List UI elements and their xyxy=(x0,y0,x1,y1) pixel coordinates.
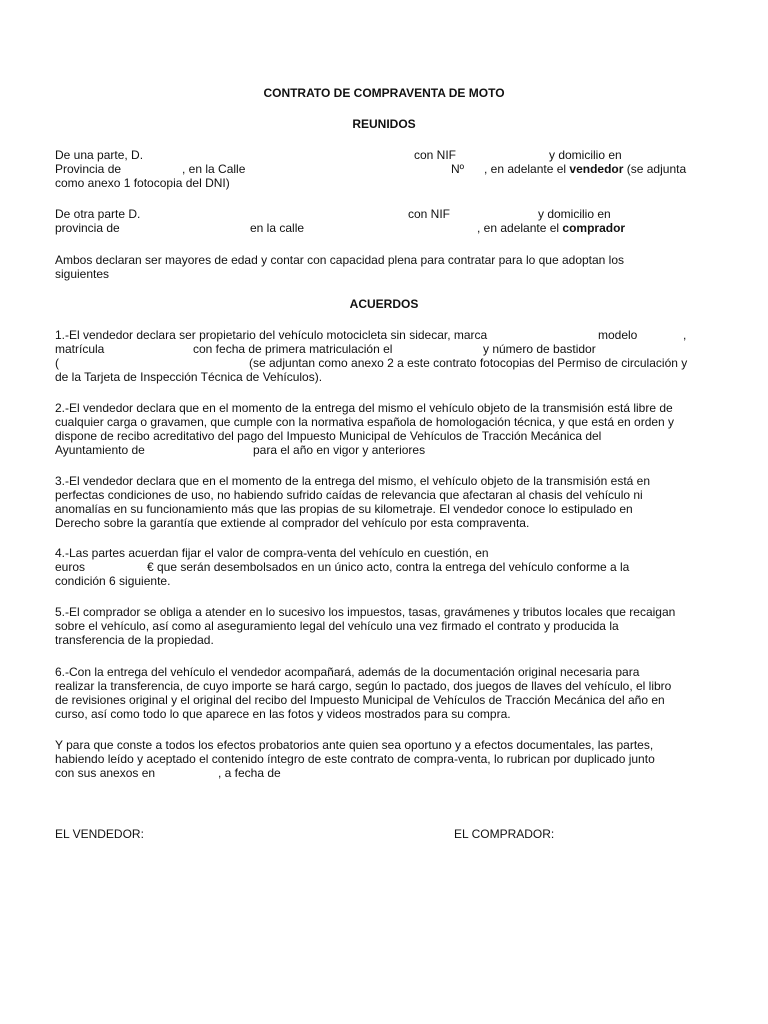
vendedor-calle-label: , en la Calle xyxy=(182,162,246,176)
clause-1-line-3: (se adjuntan como anexo 2 a este contrato fotocopias del Permiso de circulación y xyxy=(249,356,688,370)
comprador-provincia-label: provincia de xyxy=(55,221,120,235)
clause-3-line-3: anomalías en su funcionamiento más que las propias de su kilometraje. El vendedor conoce lo estipulado en xyxy=(55,502,633,516)
clause-1-line-1: 1.-El vendedor declara ser propietario del vehículo motocicleta sin sidecar, marca xyxy=(55,328,488,342)
clause-1-paren: ( xyxy=(55,356,59,370)
comprador-name-label: De otra parte D. xyxy=(55,207,141,221)
comprador-role-line: , en adelante el comprador xyxy=(477,221,626,235)
clause-2-line-2: cualquier carga o gravamen, que cumple con la normativa española de homologación técnica, y que está en orden y xyxy=(55,415,675,429)
clause-3-line-4: Derecho sobre la garantía que extiende al comprador del vehículo por esta compraventa. xyxy=(55,516,530,530)
clause-1-line-4: de la Tarjeta de Inspección Técnica de Vehículos). xyxy=(55,370,323,384)
clause-3-line-2: perfectas condiciones de uso, no habiendo sufrido caídas de relevancia que afectaran al chasis del vehículo ni xyxy=(55,488,643,502)
clause-3-line-1: 3.-El vendedor declara que en el momento de la entrega del mismo, el vehículo objeto de la transmisión está en xyxy=(55,474,651,488)
clause-1-bastidor-label: y número de bastidor xyxy=(483,342,596,356)
clause-6-line-4: curso, así como todo lo que aparece en las fotos y videos mostrados para su compra. xyxy=(55,707,511,721)
clause-2-line-1: 2.-El vendedor declara que en el momento de la entrega del mismo el vehículo objeto de la transmisión está libre de xyxy=(55,401,673,415)
clause-4-line-2: € que serán desembolsados en un único acto, contra la entrega del vehículo conforme a la xyxy=(147,560,630,574)
vendedor-name-label: De una parte, D. xyxy=(55,148,144,162)
vendedor-numero-label: Nº xyxy=(451,162,465,176)
clause-4-euros-label: euros xyxy=(55,560,86,574)
acuerdos-heading: ACUERDOS xyxy=(349,297,419,311)
signature-vendedor-label: EL VENDEDOR: xyxy=(55,827,144,841)
comprador-role: comprador xyxy=(562,221,626,235)
clause-6-line-3: de revisiones original y el original del recibo del Impuesto Municipal de Vehículos de Tracción Mecánica del año en xyxy=(55,693,665,707)
clause-1-comma: , xyxy=(683,328,687,342)
clause-6-line-2: realizar la transferencia, de cuyo importe se hará cargo, según lo pactado, dos juegos de llaves del vehículo, el libro xyxy=(55,679,672,693)
clause-6-line-1: 6.-Con la entrega del vehículo el vendedor acompañará, además de la documentación original necesaria para xyxy=(55,665,640,679)
closing-line-2: habiendo leído y aceptado el contenido íntegro de este contrato de compra-venta, lo rubrican por duplicado junto xyxy=(55,752,655,766)
vendedor-role-line: , en adelante el vendedor (se adjunta xyxy=(484,162,687,176)
signature-comprador-label: EL COMPRADOR: xyxy=(454,827,555,841)
clause-4-line-3: condición 6 siguiente. xyxy=(55,574,171,588)
clause-5-line-2: sobre el vehículo, así como al aseguramiento legal del vehículo una vez firmado el contrato y producida la xyxy=(55,619,619,633)
closing-fecha-label: , a fecha de xyxy=(218,766,281,780)
comprador-domicilio-label: y domicilio en xyxy=(538,207,611,221)
closing-line-1: Y para que conste a todos los efectos probatorios ante quien sea oportuno y a efectos documentales, las partes, xyxy=(55,738,654,752)
closing-anexos-label: con sus anexos en xyxy=(55,766,156,780)
reunidos-heading: REUNIDOS xyxy=(352,117,416,131)
ambos-text-line-2: siguientes xyxy=(55,267,110,281)
clause-2-line-3: dispone de recibo acreditativo del pago del Impuesto Municipal de Vehículos de Tracción Mecánica del xyxy=(55,429,602,443)
clause-2-ayuntamiento-label: Ayuntamiento de xyxy=(55,443,145,457)
vendedor-role: vendedor xyxy=(569,162,624,176)
ambos-text-line-1: Ambos declaran ser mayores de edad y contar con capacidad plena para contratar para lo que adoptan los xyxy=(55,253,625,267)
vendedor-anexo-note: como anexo 1 fotocopia del DNI) xyxy=(55,176,230,190)
clause-5-line-1: 5.-El comprador se obliga a atender en lo sucesivo los impuestos, tasas, gravámenes y tributos locales que recaigan xyxy=(55,605,676,619)
clause-1-modelo-label: modelo xyxy=(598,328,638,342)
comprador-calle-label: en la calle xyxy=(250,221,305,235)
vendedor-nif-label: con NIF xyxy=(414,148,457,162)
vendedor-provincia-label: Provincia de xyxy=(55,162,122,176)
clause-2-line-4: para el año en vigor y anteriores xyxy=(253,443,426,457)
clause-5-line-3: transferencia de la propiedad. xyxy=(55,633,214,647)
clause-1-matricula-label: matrícula xyxy=(55,342,105,356)
clause-1-fecha-label: con fecha de primera matriculación el xyxy=(193,342,393,356)
vendedor-domicilio-label: y domicilio en xyxy=(549,148,622,162)
comprador-nif-label: con NIF xyxy=(408,207,451,221)
document-title: CONTRATO DE COMPRAVENTA DE MOTO xyxy=(263,86,505,100)
clause-4-line-1: 4.-Las partes acuerdan fijar el valor de compra-venta del vehículo en cuestión, en xyxy=(55,546,489,560)
